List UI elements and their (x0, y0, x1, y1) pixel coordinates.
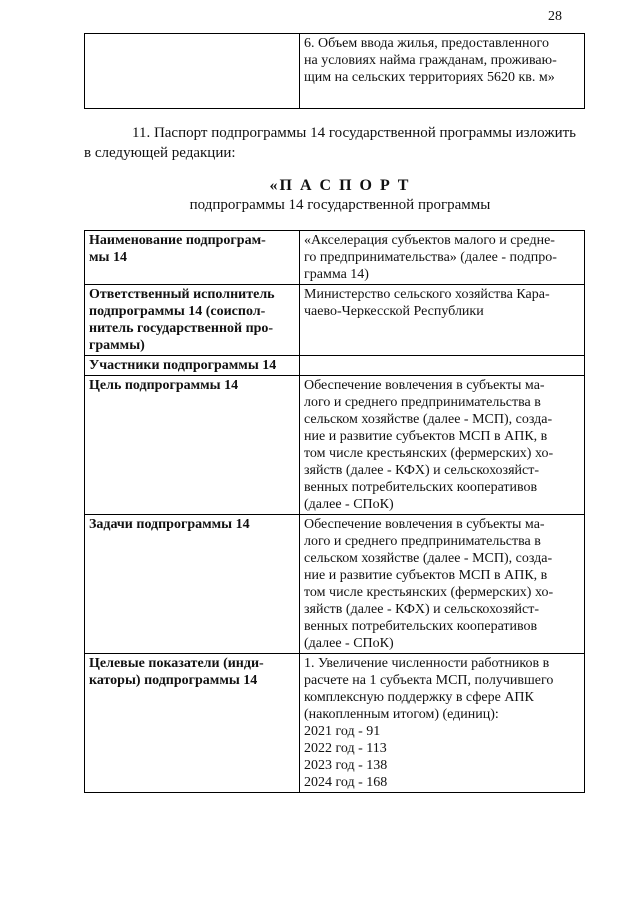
row-label: Ответственный исполнитель подпрограммы 14 (соиспол- нитель государственной про- граммы) (85, 285, 300, 356)
paragraph-line: в следующей редакции: (84, 145, 236, 161)
continuation-table (84, 33, 585, 109)
row-label: Задачи подпрограммы 14 (85, 515, 300, 654)
passport-table (84, 230, 585, 793)
page-number: 28 (548, 9, 562, 24)
row-label: Цель подпрограммы 14 (85, 376, 300, 515)
table-row (85, 654, 585, 793)
table-cell-left (85, 34, 300, 109)
table-row (85, 356, 585, 376)
amendment-paragraph (84, 123, 594, 163)
row-value: Обеспечение вовлечения в субъекты ма- лого и среднего предпринимательства в сельском хозяйстве (далее - МСП), созда- ние и развитие субъектов МСП в АПК, в том числе крестьянских (фермерских) хо- зяйств (далее - КФХ) и сельскохозяйст- венных потребительских кооперативов (далее - СПоК) (300, 515, 585, 654)
row-label: Участники подпрограммы 14 (85, 356, 300, 376)
row-value: «Акселерация субъектов малого и средне- го предпринимательства» (далее - подпро- грамма 14) (300, 231, 585, 285)
table-row (85, 515, 585, 654)
row-value: 1. Увеличение численности работников в расчете на 1 субъекта МСП, получившего комплексную поддержку в сфере АПК (накопленным итогом) (единиц): 2021 год - 91 2022 год - 113 2023 год - 138 2024 год - 168 (300, 654, 585, 793)
passport-title: «П А С П О Р Т (269, 177, 411, 194)
table-cell-right: 6. Объем ввода жилья, предоставленного на условиях найма гражданам, проживаю- щим на сельских территориях 5620 кв. м» (300, 34, 585, 109)
row-value (300, 356, 585, 376)
paragraph-line: 11. Паспорт подпрограммы 14 государственной программы изложить (132, 125, 577, 141)
table-row (85, 285, 585, 356)
row-value: Министерство сельского хозяйства Кара- чаево-Черкесской Республики (300, 285, 585, 356)
table-row (85, 376, 585, 515)
row-label: Наименование подпрограм- мы 14 (85, 231, 300, 285)
row-value: Обеспечение вовлечения в субъекты ма- лого и среднего предпринимательства в сельском хозяйстве (далее - МСП), созда- ние и развитие субъектов МСП в АПК, в том числе крестьянских (фермерских) хо- зяйств (далее - КФХ) и сельскохозяйст- венных потребительских кооперативов (далее - СПоК) (300, 376, 585, 515)
row-label: Целевые показатели (инди- каторы) подпрограммы 14 (85, 654, 300, 793)
table-row (85, 231, 585, 285)
table-row (85, 34, 585, 109)
passport-subtitle: подпрограммы 14 государственной программы (189, 197, 491, 213)
